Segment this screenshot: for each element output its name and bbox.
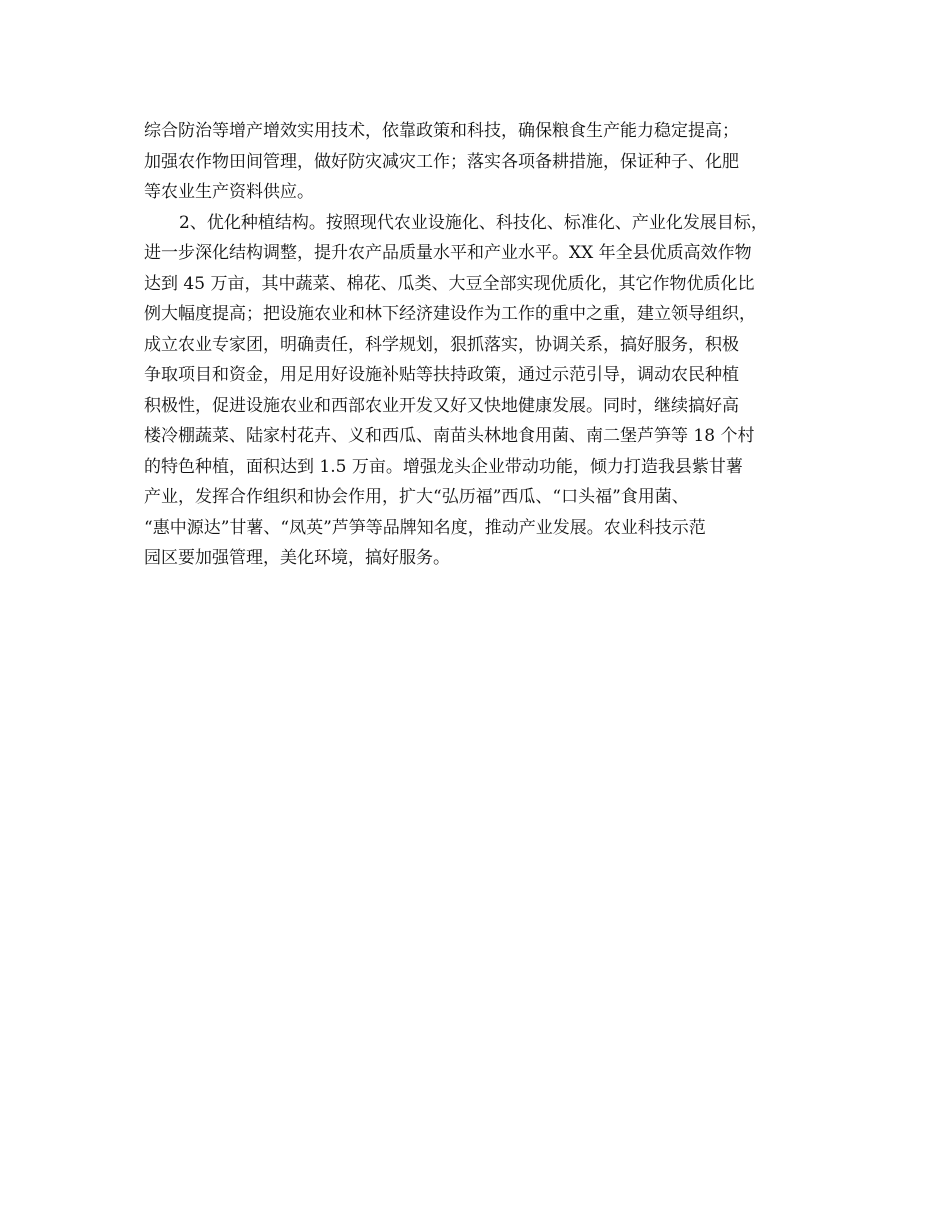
text-line: 例大幅度提高；把设施农业和林下经济建设作为工作的重中之重，建立领导组织， (144, 304, 756, 324)
text-line: 楼冷棚蔬菜、陆家村花卉、义和西瓜、南苗头林地食用菌、南二堡芦笋等 18 个村 (144, 426, 755, 446)
text-line: 产业，发挥合作组织和协会作用，扩大“弘历福”西瓜、“口头福”食用菌、 (144, 487, 689, 507)
text-line: 的特色种植，面积达到 1.5 万亩。增强龙头企业带动功能，倾力打造我县紫甘薯 (144, 456, 743, 477)
text-line: 争取项目和资金，用足用好设施补贴等扶持政策，通过示范引导，调动农民种植 (144, 365, 739, 385)
text-line: 园区要加强管理，美化环境，搞好服务。 (144, 548, 450, 568)
text-line: 加强农作物田间管理，做好防灾减灾工作；落实各项备耕措施，保证种子、化肥 (144, 151, 739, 172)
text-line: 综合防治等增产增效实用技术，依靠政策和科技，确保粮食生产能力稳定提高； (144, 121, 739, 141)
body-text (144, 116, 824, 574)
text-line: 等农业生产资料供应。 (144, 182, 314, 202)
text-line: 进一步深化结构调整，提升农产品质量水平和产业水平。XX 年全县优质高效作物 (144, 243, 752, 263)
text-line: 达到 45 万亩，其中蔬菜、棉花、瓜类、大豆全部实现优质化，其它作物优质化比 (144, 273, 755, 294)
text-line: “惠中源达”甘薯、“凤英”芦笋等品牌知名度，推动产业发展。农业科技示范 (144, 517, 706, 538)
text-line: 积极性，促进设施农业和西部农业开发又好又快地健康发展。同时，继续搞好高 (144, 395, 739, 416)
paragraph-start-line: 2、优化种植结构。按照现代农业设施化、科技化、标准化、产业化发展目标， (179, 212, 768, 233)
text-line: 成立农业专家团，明确责任，科学规划，狠抓落实，协调关系，搞好服务，积极 (144, 334, 739, 355)
